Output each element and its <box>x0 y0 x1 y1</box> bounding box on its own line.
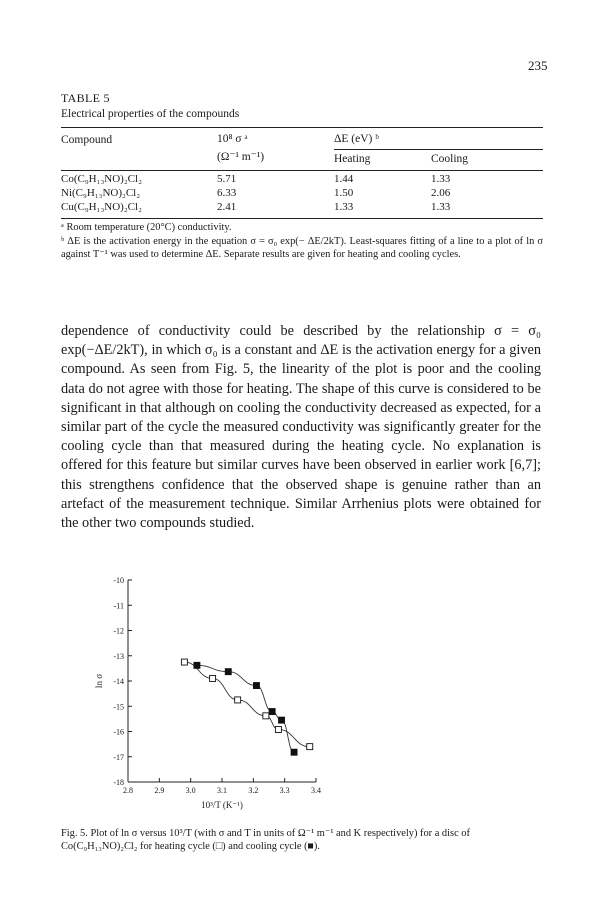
footnote-b: ᵇ ΔE is the activation energy in the equation σ = σ₀ exp(− ΔE/2kT). Least-squares fitting of a line to a plot of ln σ against T⁻¹ was used to determine ΔE. Separate results are given for heating and cooling cycles. <box>61 236 543 260</box>
table-top-rule <box>61 127 543 128</box>
y-tick-label: -18 <box>113 778 124 787</box>
cooling-point <box>291 749 297 755</box>
x-tick-label: 3.2 <box>248 786 259 795</box>
arrhenius-plot <box>80 570 340 810</box>
footnote-a: ᵃ Room temperature (20°C) conductivity. <box>61 222 232 233</box>
cell-heating: 1.33 <box>334 201 354 213</box>
heating-cycle-curve <box>184 662 309 747</box>
cell-cooling: 2.06 <box>431 187 451 199</box>
heating-point <box>210 675 216 681</box>
energy-subrule <box>334 149 543 150</box>
header-heating: Heating <box>334 153 371 165</box>
table-header-rule <box>61 170 543 171</box>
fitted-curves <box>184 662 309 752</box>
cooling-point <box>279 717 285 723</box>
header-compound: Compound <box>61 134 113 146</box>
header-cooling: Cooling <box>431 153 469 165</box>
x-tick-label: 3.0 <box>185 786 196 795</box>
y-tick-label: -16 <box>113 727 124 737</box>
cell-sigma: 6.33 <box>217 187 237 199</box>
x-tick-label: 2.9 <box>154 786 165 795</box>
x-tick-label: 3.4 <box>311 786 321 795</box>
table-bottom-rule <box>61 218 543 219</box>
x-tick-label: 2.8 <box>123 786 133 795</box>
y-tick-label: -11 <box>113 601 124 611</box>
heating-point <box>263 713 269 719</box>
heating-point <box>235 697 241 703</box>
y-tick-label: -15 <box>113 702 124 712</box>
cooling-point <box>225 669 231 675</box>
header-sigma: 10⁸ σ ᵃ <box>217 133 248 145</box>
cell-sigma: 5.71 <box>217 173 237 185</box>
header-sigma-units: (Ω⁻¹ m⁻¹) <box>217 151 265 163</box>
cell-cooling: 1.33 <box>431 173 451 185</box>
cell-compound: Co(C₉H₁₃NO)₂Cl₂ <box>61 173 142 185</box>
header-energy: ΔE (eV) ᵇ <box>334 133 379 145</box>
x-tick-label: 3.1 <box>217 786 227 795</box>
page-number: 235 <box>528 58 548 73</box>
cell-compound: Cu(C₉H₁₃NO)₂Cl₂ <box>61 201 142 213</box>
heating-point <box>275 726 281 732</box>
cooling-point <box>253 683 259 689</box>
cell-sigma: 2.41 <box>217 201 237 213</box>
body-paragraph <box>61 322 541 533</box>
y-tick-label: -10 <box>113 576 124 585</box>
y-tick-label: -12 <box>113 626 124 636</box>
y-tick-label: -13 <box>113 651 124 661</box>
cooling-point <box>194 662 200 668</box>
cell-heating: 1.50 <box>334 187 354 199</box>
body-text: dependence of conductivity could be described by the relationship σ = σ₀ exp(−ΔE/2kT), in which σ₀ is a constant and ΔE is the activation energy for a given compound. As seen from Fig. 5, the linearity of the plot is poor and the cooling data do not agree with those for heating. The shape of this curve is considered to be significant in that although on cooling the conductivity decreased as expected, for a similar part of the cycle the measured conductivity was significantly greater for the cooling cycle than that measured during the heating cycle. No explanation is offered for this feature but similar curves have been observed in earlier work [6,7]; this strengthens confidence that the observed shape is genuine rather than an artefact of the measurement technique. Similar Arrhenius plots were obtained for the other two compounds studied. <box>61 323 541 532</box>
heating-point <box>307 744 313 750</box>
cooling-point <box>269 709 275 715</box>
cell-cooling: 1.33 <box>431 201 451 213</box>
plot-axes <box>128 580 316 782</box>
y-axis-label: ln σ <box>94 673 104 689</box>
cell-compound: Ni(C₉H₁₃NO)₂Cl₂ <box>61 187 141 199</box>
tick-labels <box>113 576 321 795</box>
x-tick-label: 3.3 <box>279 786 290 795</box>
cell-heating: 1.44 <box>334 173 354 185</box>
table-caption: Electrical properties of the compounds <box>61 108 240 120</box>
y-tick-label: -17 <box>113 752 124 762</box>
y-tick-label: -14 <box>113 677 124 686</box>
x-axis-label: 10³/T (K⁻¹) <box>201 800 243 810</box>
heating-point <box>181 659 187 665</box>
figure-caption: Fig. 5. Plot of ln σ versus 10³/T (with σ and T in units of Ω⁻¹ m⁻¹ and K respectively) for a disc of Co(C₉H₁₃NO)₂Cl₂ for heating cycle (□) and cooling cycle (■). <box>61 828 470 852</box>
table-label: TABLE 5 <box>61 91 110 105</box>
